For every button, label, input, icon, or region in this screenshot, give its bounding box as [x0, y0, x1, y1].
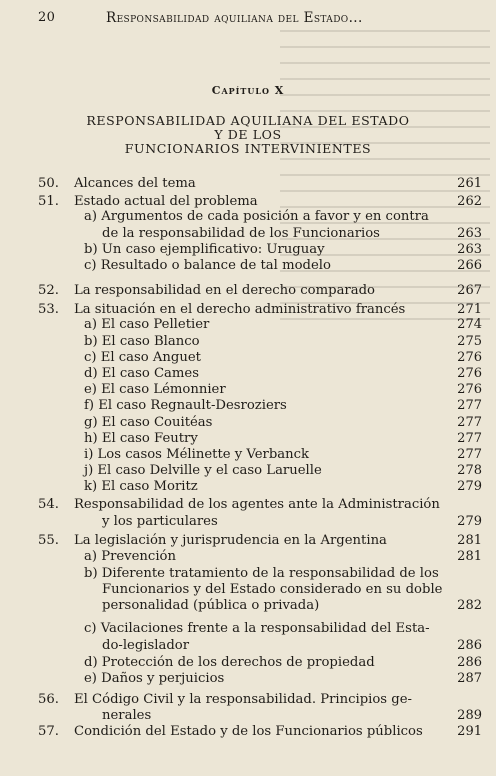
toc-entry-text: d) El caso Cames — [84, 366, 199, 381]
toc-entry-page: 262 — [457, 194, 482, 209]
toc-entry-text: b) El caso Blanco — [84, 334, 200, 349]
toc-entry-page: 291 — [457, 724, 482, 739]
toc-entry-page: 274 — [457, 317, 482, 332]
toc-entry-page: 277 — [457, 447, 482, 462]
toc-entry-text: d) Protección de los derechos de propiedad — [84, 655, 375, 670]
toc-entry-text: a) Prevención — [84, 549, 176, 564]
toc-entry-text: La responsabilidad en el derecho comparado — [74, 283, 375, 298]
toc-entry-number: 56. — [38, 692, 59, 707]
toc-entry-text: c) Vacilaciones frente a la responsabilidad del Esta- — [84, 621, 430, 636]
toc-entry-text: b) Diferente tratamiento de la responsabilidad de los — [84, 566, 439, 581]
toc-entry-text: c) Resultado o balance de tal modelo — [84, 258, 331, 273]
toc-entry-page: 279 — [457, 479, 482, 494]
toc-entry-page: 266 — [457, 258, 482, 273]
chapter-title-line-3: FUNCIONARIOS INTERVINIENTES — [124, 141, 372, 156]
toc-entry-text: de la responsabilidad de los Funcionarios — [102, 226, 380, 241]
toc-entry-page: 276 — [457, 382, 482, 397]
toc-entry-page: 277 — [457, 398, 482, 413]
toc-entry-number: 53. — [38, 302, 59, 317]
toc-entry-page: 277 — [457, 431, 482, 446]
toc-entry-text: a) El caso Pelletier — [84, 317, 210, 332]
toc-entry-text: c) El caso Anguet — [84, 350, 201, 365]
toc-entry-text: nerales — [102, 708, 152, 723]
toc-entry-page: 281 — [457, 549, 482, 564]
toc-entry-text: Funcionarios y del Estado considerado en su doble — [102, 582, 443, 597]
toc-entry-page: 263 — [457, 226, 482, 241]
toc-entry-text: La situación en el derecho administrativo francés — [74, 302, 406, 317]
toc-entry-page: 278 — [457, 463, 482, 478]
toc-entry-text: h) El caso Feutry — [84, 431, 198, 446]
toc-entry-page: 263 — [457, 242, 482, 257]
toc-entry-page: 271 — [457, 302, 482, 317]
toc-entry-page: 275 — [457, 334, 482, 349]
toc-entry-text: g) El caso Couitéas — [84, 415, 213, 430]
toc-entry-number: 50. — [38, 176, 59, 191]
toc-entry-text: do-legislador — [102, 638, 190, 653]
toc-entry-text: Condición del Estado y de los Funcionarios públicos — [74, 724, 423, 739]
toc-entry-page: 289 — [457, 708, 482, 723]
toc-entry-number: 54. — [38, 497, 59, 512]
toc-entry-page: 267 — [457, 283, 482, 298]
toc-entry-text: j) El caso Delville y el caso Laruelle — [84, 463, 322, 478]
toc-entry-page: 287 — [457, 671, 482, 686]
toc-entry-page: 261 — [457, 176, 482, 191]
toc-entry-text: personalidad (pública o privada) — [102, 598, 320, 613]
toc-entry-text: Responsabilidad de los agentes ante la Administración — [74, 497, 440, 512]
toc-entry-text: La legislación y jurisprudencia en la Argentina — [74, 533, 387, 548]
toc-entry-number: 51. — [38, 194, 59, 209]
toc-entry-text: Alcances del tema — [74, 176, 196, 191]
chapter-title-line-1: RESPONSABILIDAD AQUILIANA DEL ESTADO — [86, 113, 410, 128]
chapter-label: Capítulo X — [211, 84, 285, 97]
toc-entry-text: El Código Civil y la responsabilidad. Principios ge- — [74, 692, 412, 707]
toc-entry-page: 276 — [457, 350, 482, 365]
toc-entry-text: a) Argumentos de cada posición a favor y en contra — [84, 209, 429, 224]
page-header — [38, 10, 476, 28]
running-title: Responsabilidad aquiliana del Estado... — [106, 10, 363, 26]
toc-entry-text: e) Daños y perjuicios — [84, 671, 225, 686]
page-number: 20 — [38, 10, 56, 25]
toc-entry-text: Estado actual del problema — [74, 194, 258, 209]
toc-entry-number: 57. — [38, 724, 59, 739]
toc-entry-page: 279 — [457, 514, 482, 529]
toc-entry-page: 286 — [457, 638, 482, 653]
toc-entry-text: f) El caso Regnault-Desroziers — [84, 398, 287, 413]
toc-entry-text: y los particulares — [102, 514, 218, 529]
toc-entry-page: 282 — [457, 598, 482, 613]
chapter-title-line-2: Y DE LOS — [214, 127, 282, 142]
toc-entry-text: b) Un caso ejemplificativo: Uruguay — [84, 242, 325, 257]
toc-entry-page: 286 — [457, 655, 482, 670]
toc-entry-page: 281 — [457, 533, 482, 548]
toc-entry-text: i) Los casos Mélinette y Verbanck — [84, 447, 309, 462]
toc-entry-page: 277 — [457, 415, 482, 430]
toc-entry-number: 55. — [38, 533, 59, 548]
toc-entry-text: e) El caso Lémonnier — [84, 382, 226, 397]
toc-entry-page: 276 — [457, 366, 482, 381]
toc-entry-text: k) El caso Moritz — [84, 479, 198, 494]
toc-entry-number: 52. — [38, 283, 59, 298]
